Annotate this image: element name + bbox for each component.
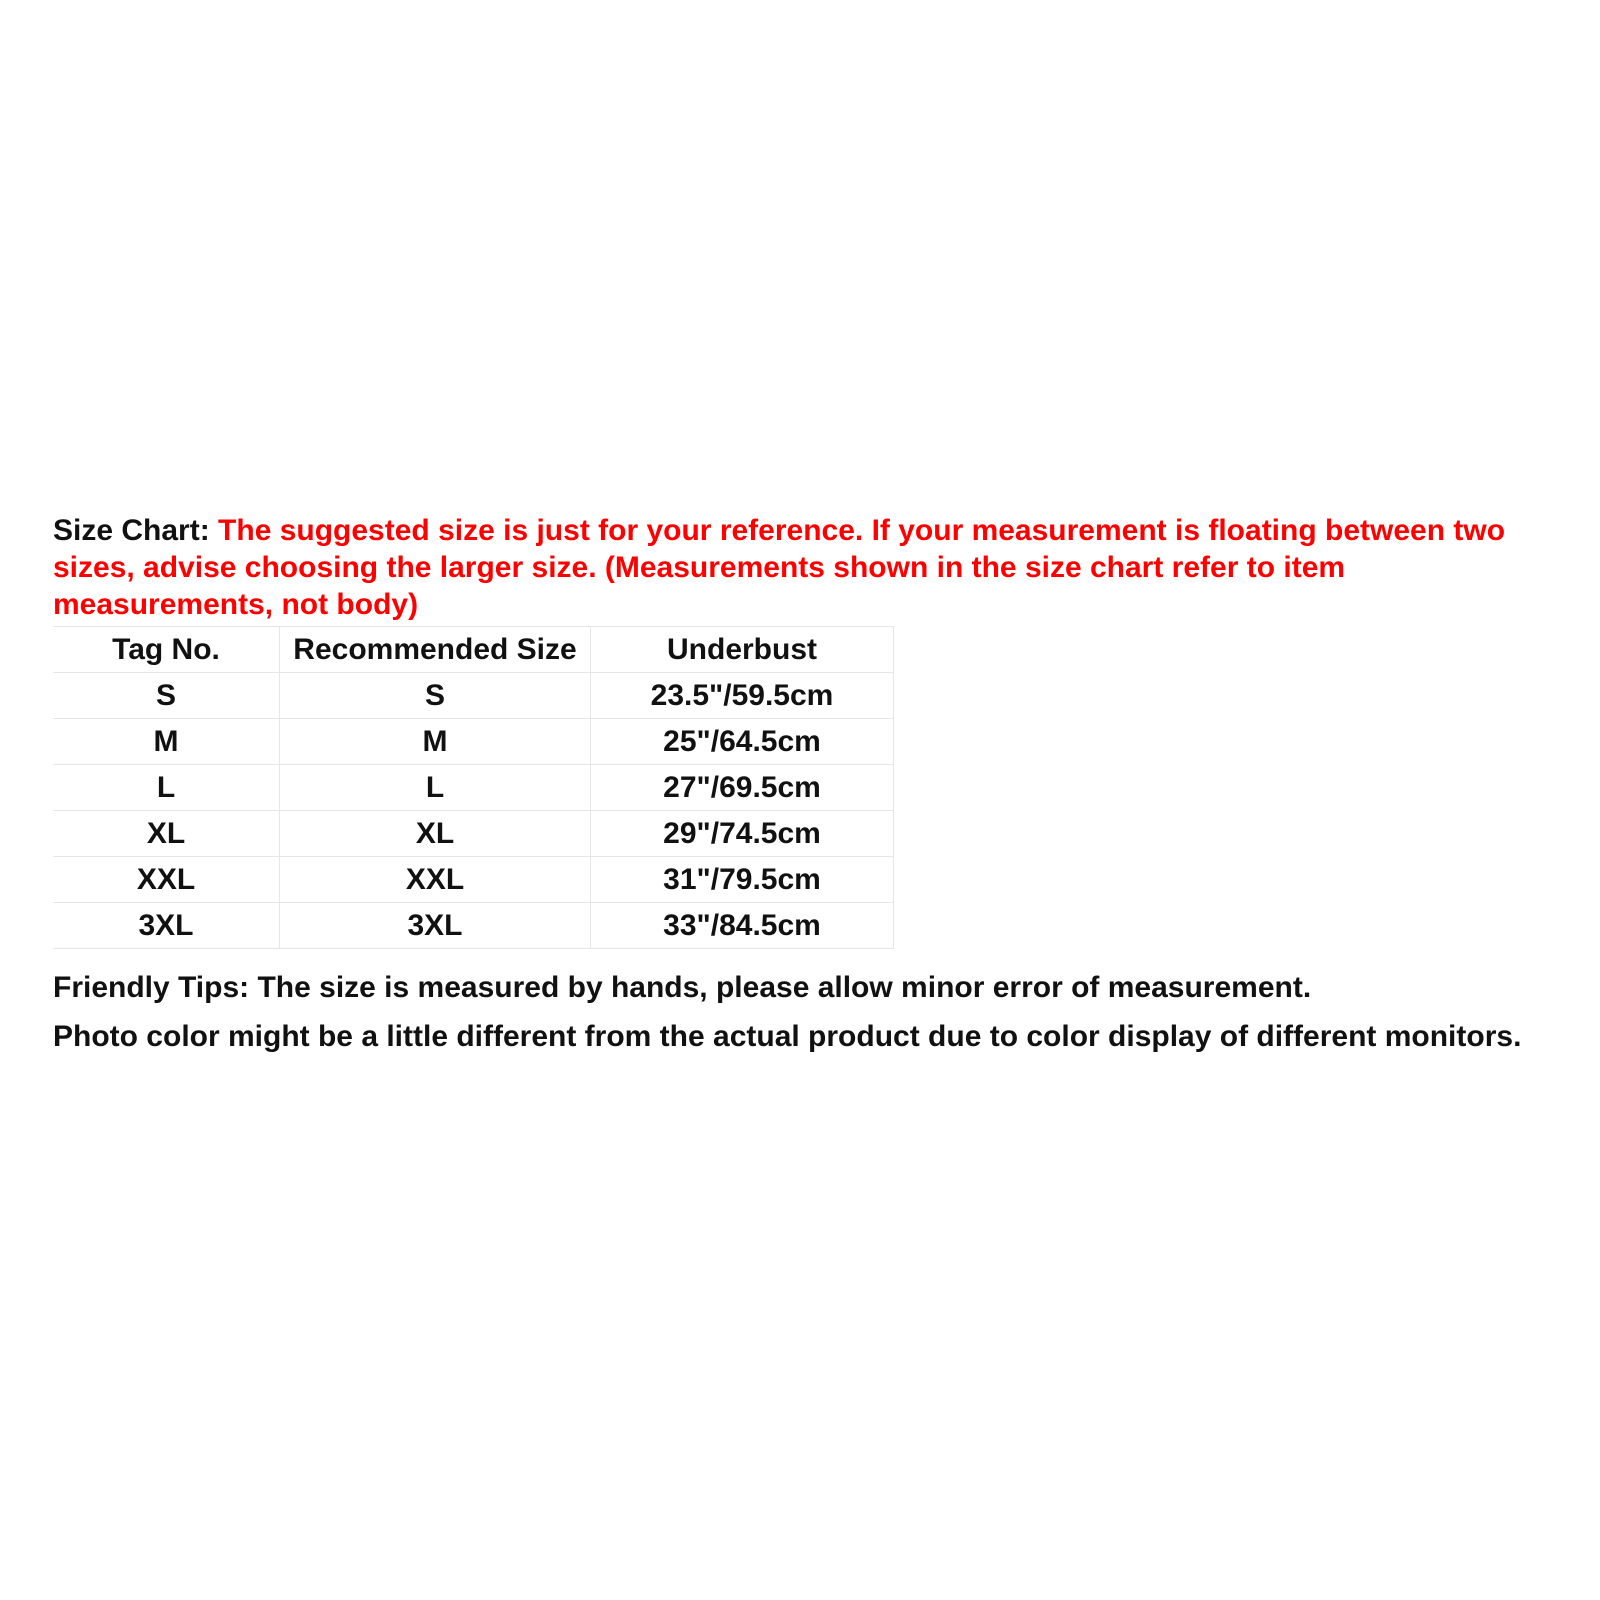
recommended-size-cell: M <box>280 719 591 765</box>
recommended-size-cell: XL <box>280 811 591 857</box>
size-chart-label: Size Chart: <box>53 514 210 547</box>
size-chart-intro <box>53 512 1553 623</box>
friendly-tips: Friendly Tips: The size is measured by hands, please allow minor error of measurement. <box>53 971 1312 1004</box>
tag-no-cell: M <box>53 719 280 765</box>
table-row <box>53 673 894 719</box>
header-underbust: Underbust <box>591 627 894 673</box>
size-table <box>53 626 894 949</box>
size-chart-section <box>53 512 1563 1055</box>
recommended-size-cell: S <box>280 673 591 719</box>
header-recommended-size: Recommended Size <box>280 627 591 673</box>
table-row <box>53 719 894 765</box>
tag-no-cell: 3XL <box>53 903 280 949</box>
table-row <box>53 857 894 903</box>
recommended-size-cell: 3XL <box>280 903 591 949</box>
underbust-cell: 33"/84.5cm <box>591 903 894 949</box>
underbust-cell: 27"/69.5cm <box>591 765 894 811</box>
underbust-cell: 29"/74.5cm <box>591 811 894 857</box>
photo-color-note: Photo color might be a little different from the actual product due to color display of different monitors. <box>53 1020 1522 1053</box>
tag-no-cell: XL <box>53 811 280 857</box>
table-row <box>53 903 894 949</box>
underbust-cell: 23.5"/59.5cm <box>591 673 894 719</box>
tag-no-cell: S <box>53 673 280 719</box>
size-chart-note: The suggested size is just for your reference. If your measurement is floating between two sizes, advise choosing the larger size. (Measurements shown in the size chart refer to item measurements, not body) <box>53 514 1506 621</box>
table-row <box>53 811 894 857</box>
tag-no-cell: XXL <box>53 857 280 903</box>
table-row <box>53 765 894 811</box>
recommended-size-cell: XXL <box>280 857 591 903</box>
underbust-cell: 31"/79.5cm <box>591 857 894 903</box>
table-header-row <box>53 627 894 673</box>
header-tag-no: Tag No. <box>53 627 280 673</box>
recommended-size-cell: L <box>280 765 591 811</box>
underbust-cell: 25"/64.5cm <box>591 719 894 765</box>
tag-no-cell: L <box>53 765 280 811</box>
